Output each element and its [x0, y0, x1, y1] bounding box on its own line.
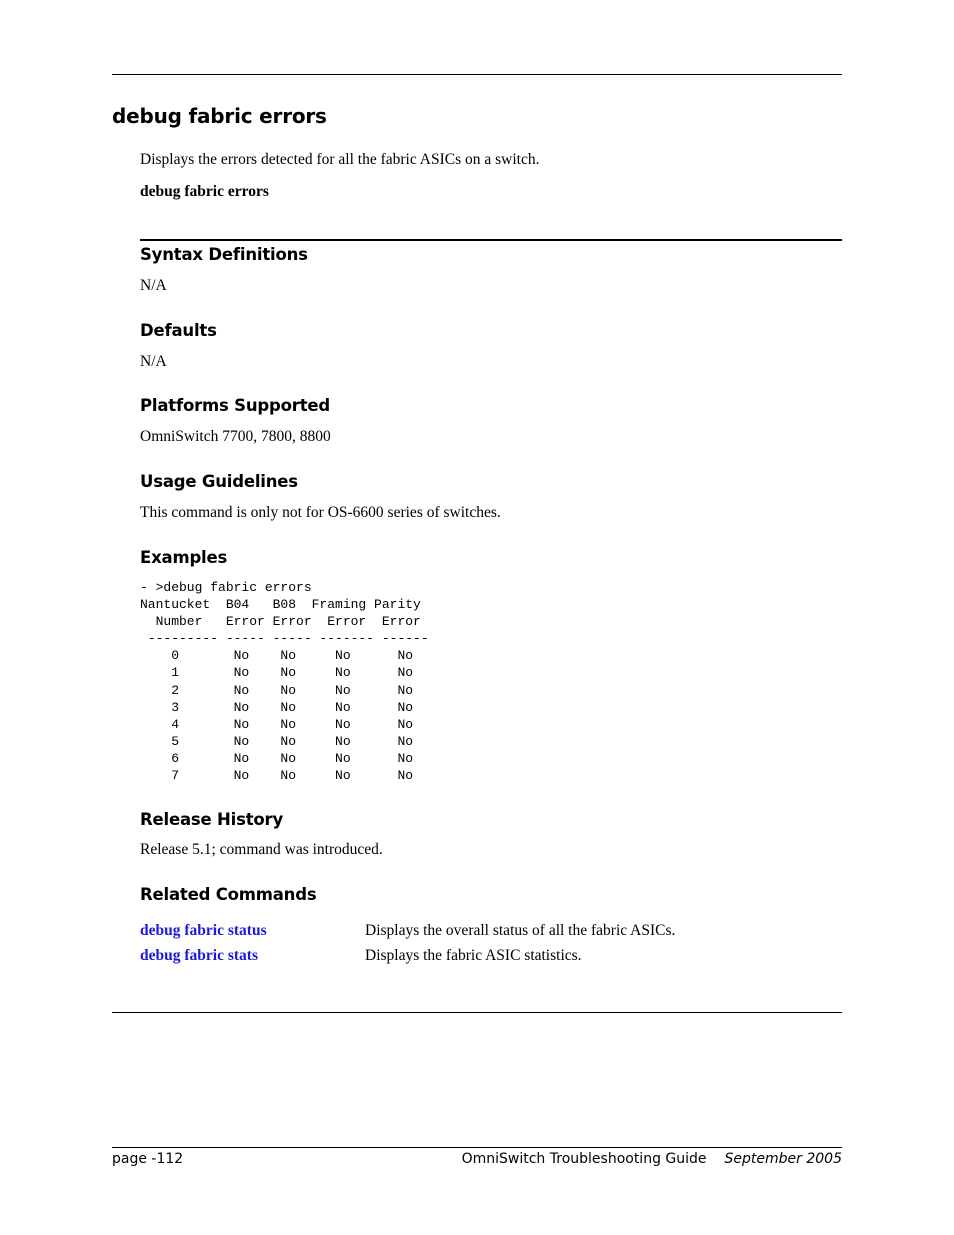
- footer-rule: [112, 1147, 842, 1148]
- examples-heading: Examples: [140, 548, 228, 567]
- command-description: Displays the errors detected for all the fabric ASICs on a switch.: [140, 151, 540, 168]
- publication-date: September 2005: [724, 1151, 842, 1167]
- command-title: debug fabric errors: [112, 104, 327, 128]
- related-command-link[interactable]: debug fabric status: [140, 922, 267, 939]
- related-command-description: Displays the overall status of all the fabric ASICs.: [365, 922, 676, 939]
- top-rule: [112, 74, 842, 75]
- related-commands-heading: Related Commands: [140, 885, 317, 904]
- release-history-heading: Release History: [140, 810, 284, 829]
- related-command-description: Displays the fabric ASIC statistics.: [365, 947, 582, 964]
- command-syntax: debug fabric errors: [140, 183, 269, 200]
- platforms-body: OmniSwitch 7700, 7800, 8800: [140, 428, 331, 445]
- syntax-definitions-heading: Syntax Definitions: [140, 245, 308, 264]
- section-rule: [140, 239, 842, 241]
- page-number: page -112: [112, 1151, 184, 1167]
- related-command-link[interactable]: debug fabric stats: [140, 947, 258, 964]
- footer-info: [462, 1151, 842, 1167]
- example-code-block: - >debug fabric errors Nantucket B04 B08 Framing Parity Number Error Error Error Error --------- ----- ----- ------- ------ 0 No No No No 1 No No No No 2 No No No No 3 No No No No 4 No No No No 5 No No No No 6 No No No No 7 No No No No: [140, 580, 429, 784]
- defaults-heading: Defaults: [140, 321, 217, 340]
- syntax-definitions-body: N/A: [140, 277, 167, 294]
- bottom-rule: [112, 1012, 842, 1013]
- guide-title: OmniSwitch Troubleshooting Guide: [461, 1151, 707, 1167]
- release-history-body: Release 5.1; command was introduced.: [140, 841, 383, 858]
- usage-guidelines-body: This command is only not for OS-6600 series of switches.: [140, 504, 501, 521]
- platforms-heading: Platforms Supported: [140, 396, 330, 415]
- usage-guidelines-heading: Usage Guidelines: [140, 472, 298, 491]
- defaults-body: N/A: [140, 353, 167, 370]
